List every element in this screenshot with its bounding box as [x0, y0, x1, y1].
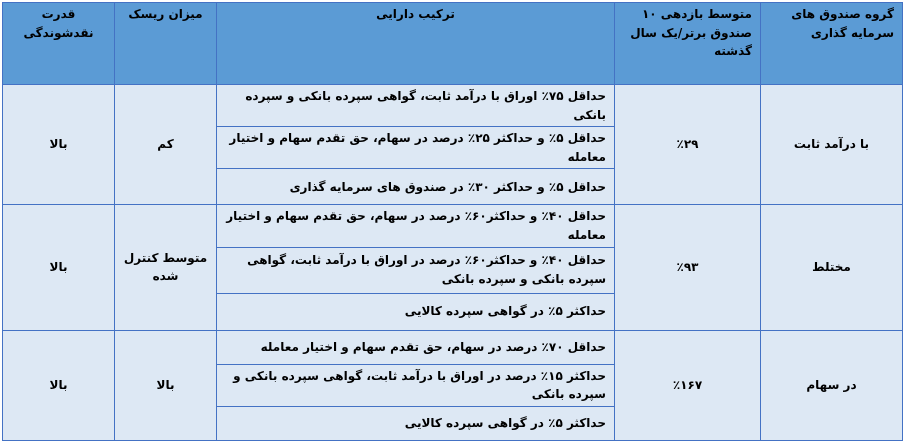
fund-group-cell: با درآمد ثابت — [761, 85, 903, 205]
composition-cell: حداقل ۴۰٪ و حداکثر۶۰٪ درصد در اوراق با درآمد ثابت، گواهی سپرده بانکی و سپرده بانکی — [217, 247, 615, 293]
header-risk-level: میزان ریسک — [115, 3, 217, 85]
liquidity-cell: بالا — [3, 85, 115, 205]
composition-cell: حداکثر ۱۵٪ درصد در اوراق با درآمد ثابت، گواهی سپرده بانکی و سپرده بانکی — [217, 364, 615, 406]
table-row — [3, 330, 903, 364]
fund-group-cell: در سهام — [761, 330, 903, 440]
fund-group-cell: مختلط — [761, 205, 903, 330]
composition-cell: حداقل ۵٪ و حداکثر ۲۵٪ درصد در سهام، حق تقدم سهام و اختیار معامله — [217, 127, 615, 169]
risk-cell: کم — [115, 85, 217, 205]
risk-cell: متوسط کنترل شده — [115, 205, 217, 330]
composition-cell: حداقل ۵٪ و حداکثر ۳۰٪ در صندوق های سرمایه گذاری — [217, 169, 615, 205]
header-average-return: متوسط بازدهی ۱۰ صندوق برتر/یک سال گذشته — [615, 3, 761, 85]
funds-comparison-table — [2, 2, 903, 441]
composition-cell: حداقل ۴۰٪ و حداکثر۶۰٪ درصد در سهام، حق تقدم سهام و اختیار معامله — [217, 205, 615, 247]
composition-cell: حداقل ۷۰٪ درصد در سهام، حق تقدم سهام و اختیار معامله — [217, 330, 615, 364]
liquidity-cell: بالا — [3, 205, 115, 330]
header-row — [3, 3, 903, 85]
composition-cell: حداکثر ۵٪ در گواهی سپرده کالایی — [217, 406, 615, 440]
risk-cell: بالا — [115, 330, 217, 440]
average-return-cell: ٪۹۳ — [615, 205, 761, 330]
composition-cell: حداقل ۷۵٪ اوراق با درآمد ثابت، گواهی سپرده بانکی و سپرده بانکی — [217, 85, 615, 127]
table-row — [3, 85, 903, 127]
composition-cell: حداکثر ۵٪ در گواهی سپرده کالایی — [217, 293, 615, 330]
table-row — [3, 205, 903, 247]
average-return-cell: ٪۱۶۷ — [615, 330, 761, 440]
liquidity-cell: بالا — [3, 330, 115, 440]
header-fund-group: گروه صندوق های سرمایه گذاری — [761, 3, 903, 85]
average-return-cell: ٪۲۹ — [615, 85, 761, 205]
header-liquidity: قدرت نقدشوندگی — [3, 3, 115, 85]
header-asset-composition: ترکیب دارایی — [217, 3, 615, 85]
